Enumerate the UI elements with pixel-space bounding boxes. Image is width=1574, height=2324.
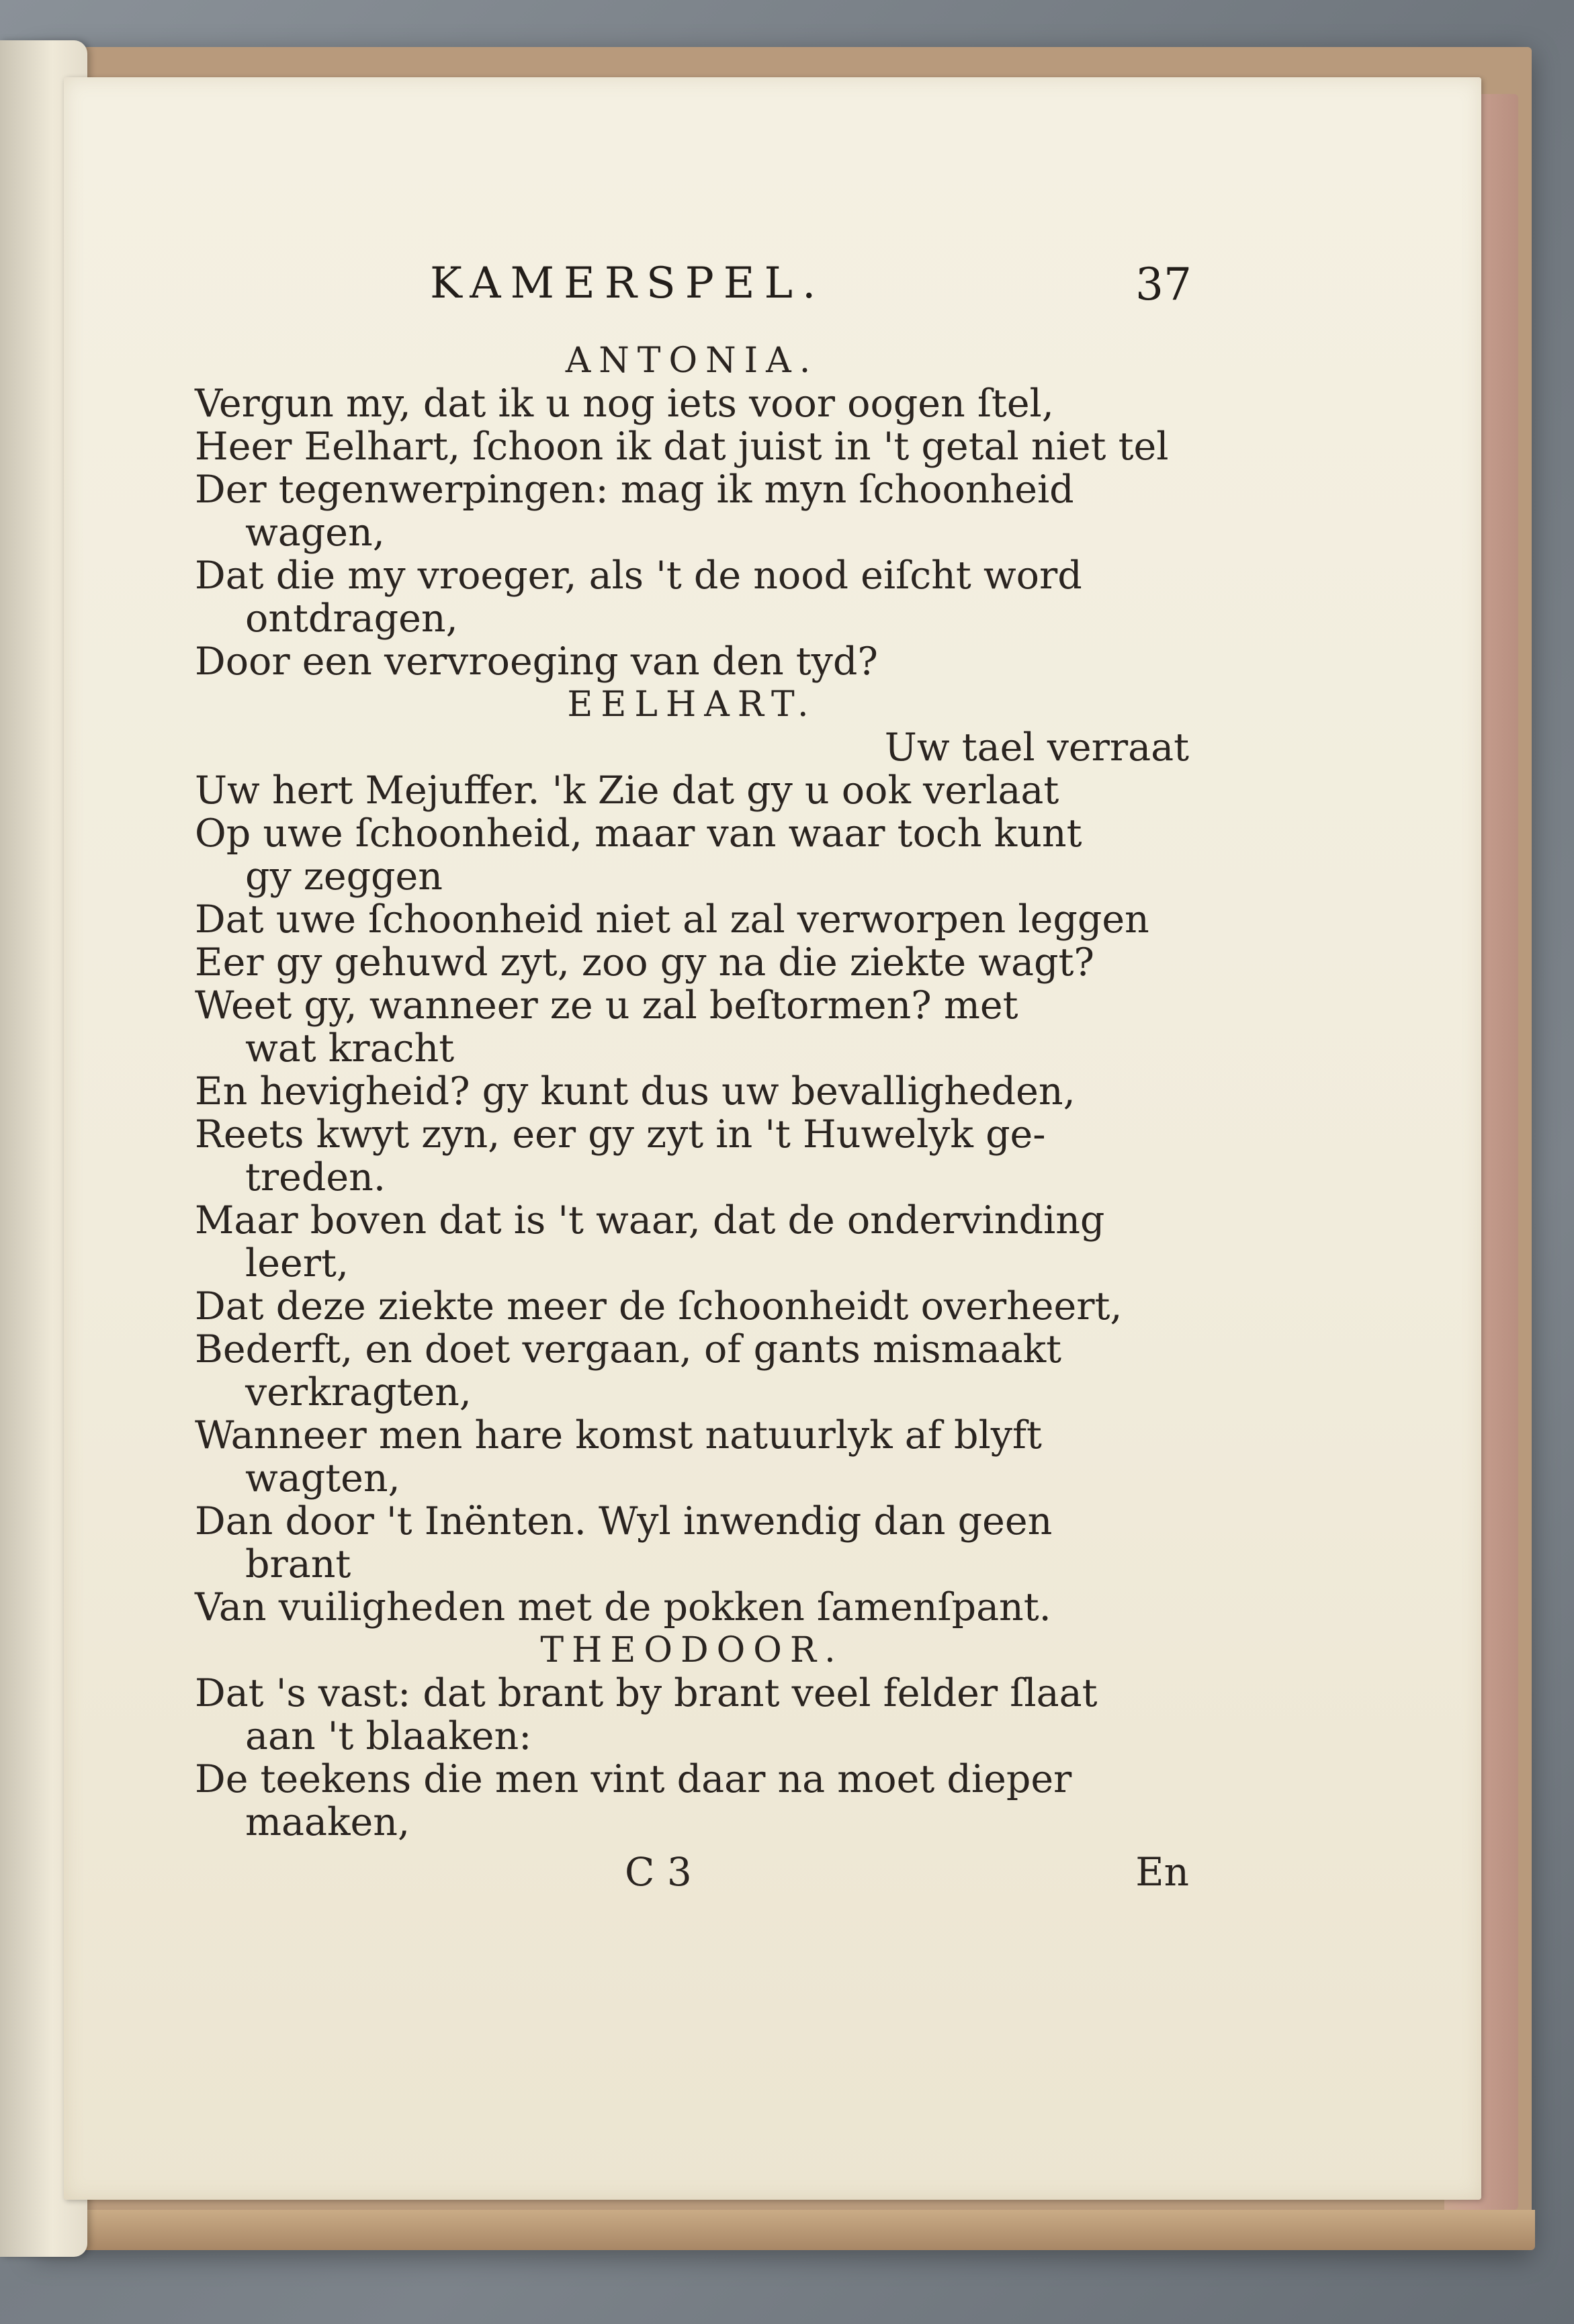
running-head: KAMERSPEL.: [430, 259, 826, 308]
verse-line-continuation: brant: [245, 1542, 351, 1586]
verse-line: Uw tael verraat: [884, 725, 1189, 770]
verse-line-continuation: leert,: [245, 1241, 349, 1286]
signature-mark: C 3: [625, 1849, 692, 1895]
verse-line: Vergun my, dat ik u nog iets voor oogen ſtel,: [195, 382, 1054, 426]
verse-line: Reets kwyt zyn, eer gy zyt in 't Huwelyk ge-: [195, 1112, 1046, 1157]
page-number: 37: [1135, 259, 1192, 310]
page-header: [195, 259, 1192, 339]
speaker-name: ANTONIA.: [565, 341, 819, 381]
verse-line: Heer Eelhart, ſchoon ik dat juist in 't getal niet tel: [195, 424, 1169, 469]
verse-line: Bederft, en doet vergaan, of gants mismaakt: [195, 1327, 1062, 1372]
verse-line-continuation: wagten,: [245, 1456, 400, 1501]
verse-line-continuation: ontdragen,: [245, 596, 458, 641]
verse-line-continuation: verkragten,: [245, 1370, 472, 1415]
book-bottom-edge: [30, 2210, 1535, 2250]
verse-line: Dat uwe ſchoonheid niet al zal verworpen leggen: [195, 897, 1149, 942]
verse-line: De teekens die men vint daar na moet dieper: [195, 1757, 1072, 1801]
verse-line-continuation: treden.: [245, 1155, 386, 1200]
verse-line: En hevigheid? gy kunt dus uw bevalligheden,: [195, 1069, 1076, 1114]
verse-line: Op uwe ſchoonheid, maar van waar toch kunt: [195, 811, 1082, 856]
speaker-name: EELHART.: [567, 684, 817, 725]
book-page: [64, 77, 1481, 2200]
verse-line-continuation: wat kracht: [245, 1026, 455, 1071]
verse-line: Dan door 't Inënten. Wyl inwendig dan geen: [195, 1499, 1053, 1544]
verse-lines: [195, 339, 1189, 1844]
verse-line: Maar boven dat is 't waar, dat de ondervinding: [195, 1198, 1105, 1243]
verse-line: Uw hert Mejuffer. 'k Zie dat gy u ook verlaat: [195, 768, 1059, 813]
verse-line: Weet gy, wanneer ze u zal beſtormen? met: [195, 983, 1018, 1028]
verse-line: Dat 's vast: dat brant by brant veel felder ſlaat: [195, 1671, 1098, 1715]
page-text-block: [195, 259, 1192, 1903]
verse-line-continuation: wagen,: [245, 510, 385, 555]
verse-line: Eer gy gehuwd zyt, zoo gy na die ziekte wagt?: [195, 940, 1094, 985]
verse-line: Van vuiligheden met de pokken ſamenſpant.: [195, 1585, 1051, 1629]
verse-line-continuation: maaken,: [245, 1800, 410, 1844]
catchword: En: [1135, 1849, 1189, 1895]
speaker-name: THEODOOR.: [540, 1630, 844, 1670]
verse-line: Dat die my vroeger, als 't de nood eiſcht word: [195, 553, 1082, 598]
verse-line: Dat deze ziekte meer de ſchoonheidt overheert,: [195, 1284, 1123, 1329]
page-footer: [195, 1849, 1189, 1903]
verse-line: Der tegenwerpingen: mag ik myn ſchoonheid: [195, 467, 1074, 512]
verse-line: Door een vervroeging van den tyd?: [195, 639, 878, 684]
verse-line-continuation: gy zeggen: [245, 854, 443, 899]
verse-line: Wanneer men hare komst natuurlyk af blyft: [195, 1413, 1042, 1458]
verse-line-continuation: aan 't blaaken:: [245, 1714, 532, 1758]
